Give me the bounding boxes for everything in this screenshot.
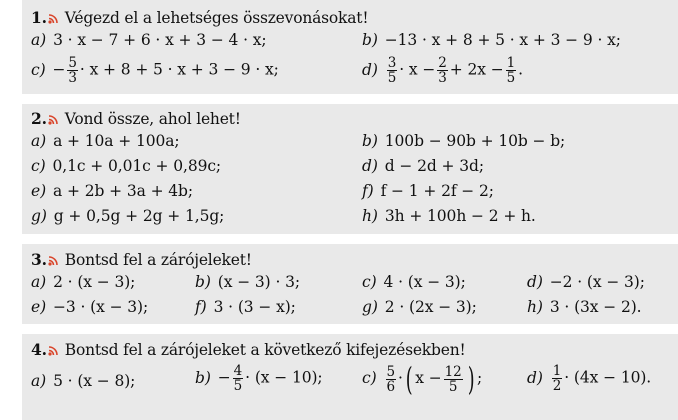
signal-icon — [48, 344, 60, 356]
item-expression: · (x − 10); — [245, 368, 323, 387]
task-4-item-d — [527, 364, 651, 393]
item-label: b) — [195, 273, 211, 291]
task-3-number: 3. — [31, 250, 47, 269]
fraction — [386, 365, 397, 394]
task-3-item-b — [195, 273, 300, 291]
denominator: 5 — [233, 378, 243, 394]
task-4-item-a — [31, 372, 135, 390]
item-expression: g + 0,5g + 2g + 1,5g; — [53, 207, 225, 225]
task-2-item-d — [362, 157, 484, 175]
item-label: d) — [362, 60, 378, 79]
task-4-item-b — [195, 364, 323, 393]
numerator: 1 — [552, 363, 562, 379]
task-3-item-h — [527, 298, 642, 316]
item-label: e) — [31, 182, 47, 200]
minus-sign: − — [52, 60, 66, 79]
task-2-row-2 — [0, 157, 678, 181]
item-label: a) — [31, 273, 47, 291]
item-expression: d − 2d + 3d; — [384, 157, 484, 175]
item-label: f) — [195, 298, 207, 316]
item-label: c) — [31, 157, 46, 175]
item-label: h) — [362, 207, 378, 225]
item-expression: a + 10a + 100a; — [53, 132, 180, 150]
numerator: 2 — [438, 55, 447, 71]
fraction — [387, 56, 398, 85]
task-1-item-d — [362, 56, 523, 85]
task-2-item-h — [362, 207, 536, 225]
item-label: a) — [31, 372, 47, 390]
task-3-item-f — [195, 298, 296, 316]
item-label: a) — [31, 31, 47, 49]
task-3-item-e — [31, 298, 148, 316]
item-expression: 3h + 100h − 2 + h. — [384, 207, 536, 225]
item-expression: f − 1 + 2f − 2; — [380, 182, 494, 200]
denominator: 3 — [438, 70, 447, 86]
item-label: d) — [527, 273, 543, 291]
item-expression: −13 · x + 8 + 5 · x + 3 − 9 · x; — [384, 31, 621, 49]
fraction — [506, 56, 517, 85]
item-label: f) — [362, 182, 374, 200]
task-1-item-b — [362, 31, 621, 49]
task-1-number: 1. — [31, 8, 47, 27]
task-2-item-c — [31, 157, 221, 175]
numerator: 3 — [387, 55, 397, 71]
item-label: b) — [362, 31, 378, 49]
task-2-row-3 — [0, 182, 678, 206]
task-3-row-1 — [0, 273, 678, 297]
denominator: 2 — [552, 378, 562, 394]
task-1-item-c — [31, 56, 279, 85]
task-3-item-c — [362, 273, 466, 291]
item-label: g) — [31, 207, 47, 225]
task-3-item-g — [362, 298, 477, 316]
item-expression: . — [518, 60, 523, 79]
item-label: b) — [195, 368, 211, 387]
denominator: 5 — [448, 378, 458, 395]
task-1-item-a — [31, 31, 267, 49]
item-expression: · x + 8 + 5 · x + 3 − 9 · x; — [79, 60, 279, 79]
item-label: d) — [527, 368, 543, 387]
task-2-item-e — [31, 182, 193, 200]
open-paren: ( — [405, 360, 413, 398]
item-expression: 2 · (2x − 3); — [384, 298, 477, 316]
item-expression: 3 · (3x − 2). — [549, 298, 642, 316]
signal-icon — [48, 254, 60, 266]
numerator: 4 — [233, 363, 243, 379]
item-expression: 3 · x − 7 + 6 · x + 3 − 4 · x; — [53, 31, 267, 49]
numerator: 12 — [444, 363, 462, 380]
semicolon: ; — [476, 369, 483, 387]
task-4-item-c — [362, 360, 483, 398]
item-expression: 100b − 90b + 10b − b; — [384, 132, 566, 150]
task-3-row-2 — [0, 298, 678, 322]
item-expression: 3 · (3 − x); — [213, 298, 296, 316]
item-expression: 5 · (x − 8); — [53, 372, 136, 390]
item-expression: x − — [415, 369, 442, 387]
task-2-item-f — [362, 182, 494, 200]
close-paren: ) — [467, 360, 475, 398]
item-label: c) — [31, 60, 46, 79]
item-expression: (x − 3) · 3; — [217, 273, 300, 291]
denominator: 3 — [68, 70, 77, 86]
item-expression: −2 · (x − 3); — [549, 273, 645, 291]
item-label: e) — [31, 298, 47, 316]
task-2-number: 2. — [31, 109, 47, 128]
item-expression: 0,1c + 0,01c + 0,89c; — [52, 157, 222, 175]
task-2-row-4 — [0, 207, 678, 231]
task-3-instruction: Bontsd fel a zárójeleket! — [64, 251, 252, 269]
task-4-heading — [31, 340, 466, 359]
task-3-item-d — [527, 273, 645, 291]
item-label: b) — [362, 132, 378, 150]
item-label: a) — [31, 132, 47, 150]
task-2-item-g — [31, 207, 224, 225]
item-expression: · (4x − 10). — [564, 368, 652, 387]
fraction — [233, 364, 244, 393]
task-2-instruction: Vond össze, ahol lehet! — [64, 110, 241, 128]
task-2-heading — [31, 109, 241, 128]
fraction — [552, 364, 563, 393]
item-label: g) — [362, 298, 378, 316]
item-expression: 2 · (x − 3); — [53, 273, 136, 291]
item-expression: 4 · (x − 3); — [383, 273, 466, 291]
task-2-row-1 — [0, 132, 678, 156]
multiply-sign: · — [398, 369, 403, 387]
task-4-row-1 — [0, 360, 678, 404]
signal-icon — [48, 12, 60, 24]
fraction — [67, 56, 78, 85]
task-4-instruction: Bontsd fel a zárójeleket a következő kifejezésekben! — [64, 341, 466, 359]
item-expression: a + 2b + 3a + 4b; — [53, 182, 193, 200]
denominator: 6 — [386, 378, 396, 395]
item-expression: + 2x − — [449, 60, 504, 79]
task-4-number: 4. — [31, 340, 47, 359]
numerator: 5 — [386, 363, 396, 380]
item-label: c) — [362, 369, 377, 387]
signal-icon — [48, 113, 60, 125]
denominator: 5 — [387, 70, 397, 86]
item-label: d) — [362, 157, 378, 175]
item-label: c) — [362, 273, 377, 291]
numerator: 5 — [68, 55, 77, 71]
task-3-heading — [31, 250, 252, 269]
task-2-item-b — [362, 132, 565, 150]
item-expression: −3 · (x − 3); — [53, 298, 149, 316]
task-1-instruction: Végezd el a lehetséges összevonásokat! — [64, 9, 369, 27]
task-1-heading — [31, 8, 368, 27]
item-label: h) — [527, 298, 543, 316]
item-expression: · x − — [399, 60, 436, 79]
fraction — [437, 56, 448, 85]
task-3-item-a — [31, 273, 135, 291]
task-1-row-2 — [0, 52, 678, 92]
numerator: 1 — [506, 55, 516, 71]
task-2-item-a — [31, 132, 180, 150]
denominator: 5 — [506, 70, 516, 86]
fraction — [444, 365, 463, 394]
minus-sign: − — [217, 368, 231, 387]
